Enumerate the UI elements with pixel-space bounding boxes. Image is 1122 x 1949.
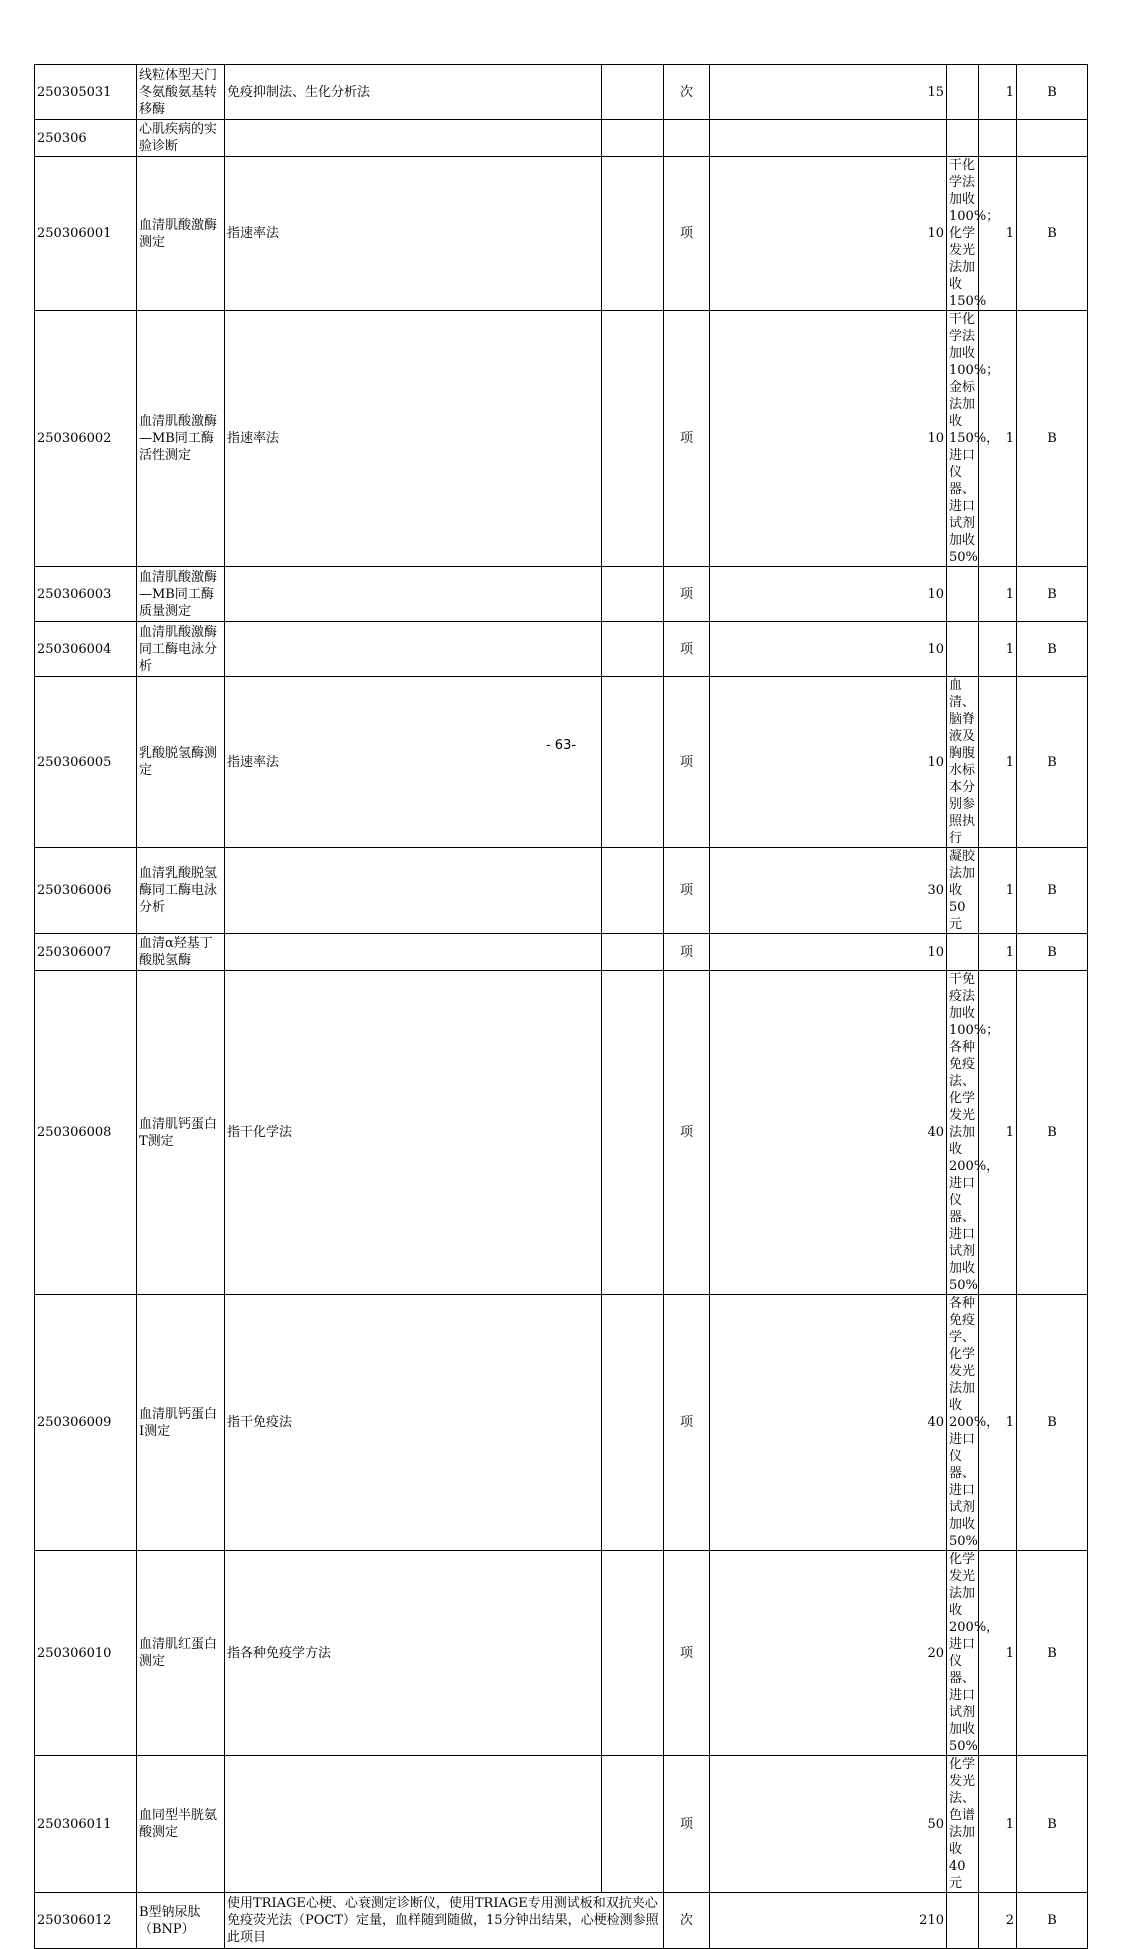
category-cell: B bbox=[1017, 622, 1088, 677]
note-cell: 凝胶法加收50元 bbox=[947, 848, 979, 934]
item-name-cell: 血清肌酸激酶同工酶电泳分析 bbox=[137, 622, 225, 677]
table-row bbox=[35, 934, 1088, 971]
item-code-cell: 250306010 bbox=[35, 1551, 137, 1756]
exclusions-cell bbox=[602, 567, 664, 622]
exclusions-cell bbox=[602, 120, 664, 157]
item-code-cell: 250306001 bbox=[35, 157, 137, 311]
note-cell: 干化学法加收100%；化学发光法加收150% bbox=[947, 157, 979, 311]
exclusions-cell bbox=[602, 157, 664, 311]
category-cell: B bbox=[1017, 1551, 1088, 1756]
exclusions-cell bbox=[602, 1756, 664, 1893]
unit-cell: 项 bbox=[664, 311, 710, 567]
item-content-cell bbox=[225, 622, 602, 677]
item-name-cell: 乳酸脱氢酶测定 bbox=[137, 677, 225, 848]
price-cell: 20 bbox=[710, 1551, 947, 1756]
price-cell bbox=[710, 120, 947, 157]
note-cell: 化学发光法加收200%，进口仪器、进口试剂加收50% bbox=[947, 1551, 979, 1756]
note-cell bbox=[947, 567, 979, 622]
count-cell: 1 bbox=[979, 65, 1017, 120]
count-cell: 1 bbox=[979, 1295, 1017, 1551]
unit-cell: 项 bbox=[664, 1295, 710, 1551]
count-cell: 1 bbox=[979, 567, 1017, 622]
item-code-cell: 250306004 bbox=[35, 622, 137, 677]
item-code-cell: 250306003 bbox=[35, 567, 137, 622]
table-row bbox=[35, 120, 1088, 157]
price-cell: 210 bbox=[710, 1893, 947, 1949]
price-cell: 40 bbox=[710, 1295, 947, 1551]
note-cell bbox=[947, 934, 979, 971]
item-content-cell: 使用TRIAGE心梗、心衰测定诊断仪，使用TRIAGE专用测试板和双抗夹心免疫荧光法（POCT）定量，血样随到随做，15分钟出结果，心梗检测参照此项目 bbox=[225, 1893, 664, 1949]
unit-cell: 项 bbox=[664, 848, 710, 934]
exclusions-cell bbox=[602, 848, 664, 934]
price-cell: 10 bbox=[710, 157, 947, 311]
exclusions-cell bbox=[602, 1551, 664, 1756]
note-cell: 干免疫法加收100%；各种免疫法、化学发光法加收200%，进口仪器、进口试剂加收50% bbox=[947, 971, 979, 1295]
item-code-cell: 250306008 bbox=[35, 971, 137, 1295]
price-cell: 30 bbox=[710, 848, 947, 934]
count-cell: 1 bbox=[979, 1756, 1017, 1893]
item-name-cell: 线粒体型天门冬氨酸氨基转移酶 bbox=[137, 65, 225, 120]
exclusions-cell bbox=[602, 971, 664, 1295]
category-cell: B bbox=[1017, 1295, 1088, 1551]
price-cell: 10 bbox=[710, 311, 947, 567]
category-cell: B bbox=[1017, 567, 1088, 622]
table-row bbox=[35, 157, 1088, 311]
unit-cell: 项 bbox=[664, 677, 710, 848]
table-row bbox=[35, 65, 1088, 120]
unit-cell: 项 bbox=[664, 622, 710, 677]
unit-cell: 项 bbox=[664, 1756, 710, 1893]
category-cell: B bbox=[1017, 1756, 1088, 1893]
item-code-cell: 250306006 bbox=[35, 848, 137, 934]
item-content-cell bbox=[225, 934, 602, 971]
item-code-cell: 250306 bbox=[35, 120, 137, 157]
table-row bbox=[35, 567, 1088, 622]
note-cell: 干化学法加收100%；金标法加收150%，进口仪器、进口试剂加收50% bbox=[947, 311, 979, 567]
item-content-cell: 指速率法 bbox=[225, 311, 602, 567]
category-cell: B bbox=[1017, 971, 1088, 1295]
table-row bbox=[35, 1551, 1088, 1756]
item-content-cell bbox=[225, 1756, 602, 1893]
category-cell: B bbox=[1017, 934, 1088, 971]
unit-cell: 次 bbox=[664, 65, 710, 120]
price-cell: 10 bbox=[710, 677, 947, 848]
item-code-cell: 250305031 bbox=[35, 65, 137, 120]
item-name-cell: B型钠尿肽（BNP） bbox=[137, 1893, 225, 1949]
item-name-cell: 心肌疾病的实验诊断 bbox=[137, 120, 225, 157]
exclusions-cell bbox=[602, 1295, 664, 1551]
count-cell: 1 bbox=[979, 848, 1017, 934]
table-body bbox=[35, 65, 1088, 1949]
exclusions-cell bbox=[602, 622, 664, 677]
note-cell bbox=[947, 622, 979, 677]
note-cell: 各种免疫学、化学发光法加收200%，进口仪器、进口试剂加收50% bbox=[947, 1295, 979, 1551]
unit-cell: 项 bbox=[664, 1551, 710, 1756]
exclusions-cell bbox=[602, 65, 664, 120]
category-cell bbox=[1017, 120, 1088, 157]
table-row bbox=[35, 622, 1088, 677]
count-cell: 1 bbox=[979, 311, 1017, 567]
price-cell: 50 bbox=[710, 1756, 947, 1893]
item-name-cell: 血清肌钙蛋白Ⅰ测定 bbox=[137, 1295, 225, 1551]
item-content-cell: 免疫抑制法、生化分析法 bbox=[225, 65, 602, 120]
item-content-cell: 指速率法 bbox=[225, 157, 602, 311]
item-name-cell: 血清α羟基丁酸脱氢酶 bbox=[137, 934, 225, 971]
page-number: - 63- bbox=[545, 738, 577, 753]
table-row bbox=[35, 1756, 1088, 1893]
item-code-cell: 250306007 bbox=[35, 934, 137, 971]
unit-cell: 项 bbox=[664, 567, 710, 622]
exclusions-cell bbox=[602, 677, 664, 848]
count-cell: 1 bbox=[979, 1551, 1017, 1756]
exclusions-cell bbox=[602, 934, 664, 971]
item-content-cell bbox=[225, 848, 602, 934]
table-row bbox=[35, 971, 1088, 1295]
unit-cell: 项 bbox=[664, 934, 710, 971]
item-content-cell: 指各种免疫学方法 bbox=[225, 1551, 602, 1756]
item-name-cell: 血清肌酸激酶—MB同工酶活性测定 bbox=[137, 311, 225, 567]
count-cell bbox=[979, 120, 1017, 157]
category-cell: B bbox=[1017, 677, 1088, 848]
count-cell: 2 bbox=[979, 1893, 1017, 1949]
table-row bbox=[35, 848, 1088, 934]
unit-cell: 项 bbox=[664, 157, 710, 311]
item-name-cell: 血清肌钙蛋白T测定 bbox=[137, 971, 225, 1295]
item-name-cell: 血清肌酸激酶—MB同工酶质量测定 bbox=[137, 567, 225, 622]
item-code-cell: 250306011 bbox=[35, 1756, 137, 1893]
item-content-cell: 指速率法 bbox=[225, 677, 602, 848]
note-cell bbox=[947, 120, 979, 157]
exclusions-cell bbox=[602, 311, 664, 567]
count-cell: 1 bbox=[979, 157, 1017, 311]
unit-cell: 次 bbox=[664, 1893, 710, 1949]
item-content-cell: 指干化学法 bbox=[225, 971, 602, 1295]
unit-cell bbox=[664, 120, 710, 157]
price-cell: 10 bbox=[710, 622, 947, 677]
note-cell: 化学发光法、色谱法加收40元 bbox=[947, 1756, 979, 1893]
item-code-cell: 250306002 bbox=[35, 311, 137, 567]
item-name-cell: 血同型半胱氨酸测定 bbox=[137, 1756, 225, 1893]
item-name-cell: 血清肌酸激酶测定 bbox=[137, 157, 225, 311]
category-cell: B bbox=[1017, 65, 1088, 120]
price-cell: 15 bbox=[710, 65, 947, 120]
count-cell: 1 bbox=[979, 677, 1017, 848]
price-cell: 10 bbox=[710, 567, 947, 622]
table-row bbox=[35, 1295, 1088, 1551]
price-cell: 10 bbox=[710, 934, 947, 971]
table-row bbox=[35, 311, 1088, 567]
price-cell: 40 bbox=[710, 971, 947, 1295]
count-cell: 1 bbox=[979, 971, 1017, 1295]
category-cell: B bbox=[1017, 848, 1088, 934]
note-cell: 血清、脑脊液及胸腹水标本分别参照执行 bbox=[947, 677, 979, 848]
item-name-cell: 血清肌红蛋白测定 bbox=[137, 1551, 225, 1756]
item-content-cell: 指干免疫法 bbox=[225, 1295, 602, 1551]
price-table bbox=[34, 64, 1088, 1949]
note-cell bbox=[947, 65, 979, 120]
item-code-cell: 250306012 bbox=[35, 1893, 137, 1949]
category-cell: B bbox=[1017, 157, 1088, 311]
category-cell: B bbox=[1017, 311, 1088, 567]
item-code-cell: 250306005 bbox=[35, 677, 137, 848]
count-cell: 1 bbox=[979, 622, 1017, 677]
item-code-cell: 250306009 bbox=[35, 1295, 137, 1551]
table-row bbox=[35, 677, 1088, 848]
unit-cell: 项 bbox=[664, 971, 710, 1295]
note-cell bbox=[947, 1893, 979, 1949]
item-content-cell bbox=[225, 120, 602, 157]
item-content-cell bbox=[225, 567, 602, 622]
count-cell: 1 bbox=[979, 934, 1017, 971]
item-name-cell: 血清乳酸脱氢酶同工酶电泳分析 bbox=[137, 848, 225, 934]
table-row bbox=[35, 1893, 1088, 1949]
category-cell: B bbox=[1017, 1893, 1088, 1949]
